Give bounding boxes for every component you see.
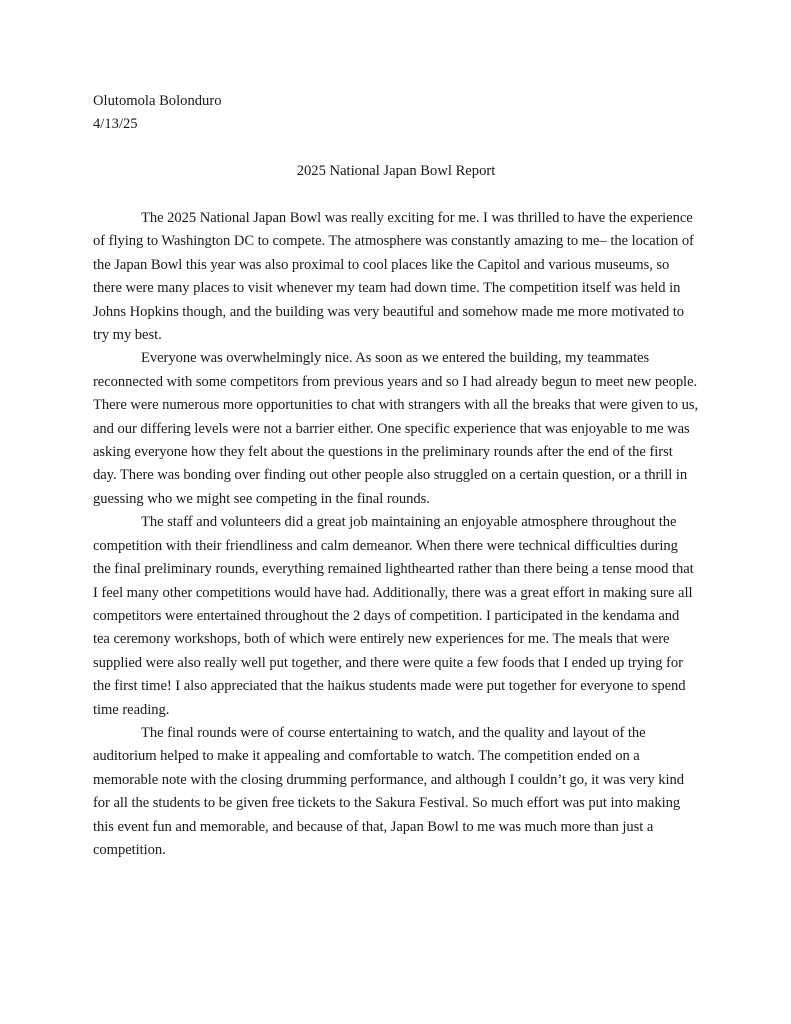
header-block (93, 90, 693, 137)
author-name: Olutomola Bolonduro (93, 93, 222, 109)
report-date: 4/13/25 (93, 116, 138, 133)
paragraph: The staff and volunteers did a great job maintaining an enjoyable atmosphere throughout the competition with their friendliness and calm demeanor. When there were technical difficulties during the final preliminary rounds, everything remained lighthearted rather than there being a tense mood that I feel many other competitions would have had. Additionally, there was a great effort in making sure all competitors were entertained throughout the 2 days of competition. I participated in the kendama and tea ceremony workshops, both of which were entirely new experiences for me. The meals that were supplied were also really well put together, and there were quite a few foods that I ended up trying for the first time! I also appreciated that the haikus students made were put together for everyone to spend time reading. (93, 514, 694, 718)
paragraph: The 2025 National Japan Bowl was really exciting for me. I was thrilled to have the experience of flying to Washington DC to compete. The atmosphere was constantly amazing to me– the location of the Japan Bowl this year was also proximal to cool places like the Capitol and various museums, so there were many places to visit whenever my team had down time. The competition itself was held in Johns Hopkins though, and the building was very beautiful and somehow made me more motivated to try my best. (93, 210, 694, 344)
document-title: 2025 National Japan Bowl Report (296, 163, 496, 179)
paragraph: The final rounds were of course entertaining to watch, and the quality and layout of the auditorium helped to make it appealing and comfortable to watch. The competition ended on a memorable note with the closing drumming performance, and although I couldn’t go, it was very kind for all the students to be given free tickets to the Sakura Festival. So much effort was put into making this event fun and memorable, and because of that, Japan Bowl to me was much more than just a competition. (93, 724, 685, 858)
report-body (93, 207, 699, 862)
paragraph: Everyone was overwhelmingly nice. As soon as we entered the building, my teammates reconnected with some competitors from previous years and so I had already begun to meet new people. There were numerous more opportunities to chat with strangers with all the breaks that were given to us, and our differing levels were not a barrier either. One specific experience that was enjoyable to me was asking everyone how they felt about the questions in the preliminary rounds after the end of the first day. There was bonding over finding out other people also struggled on a certain question, or a thrill in guessing who we might see competing in the final rounds. (93, 350, 699, 507)
